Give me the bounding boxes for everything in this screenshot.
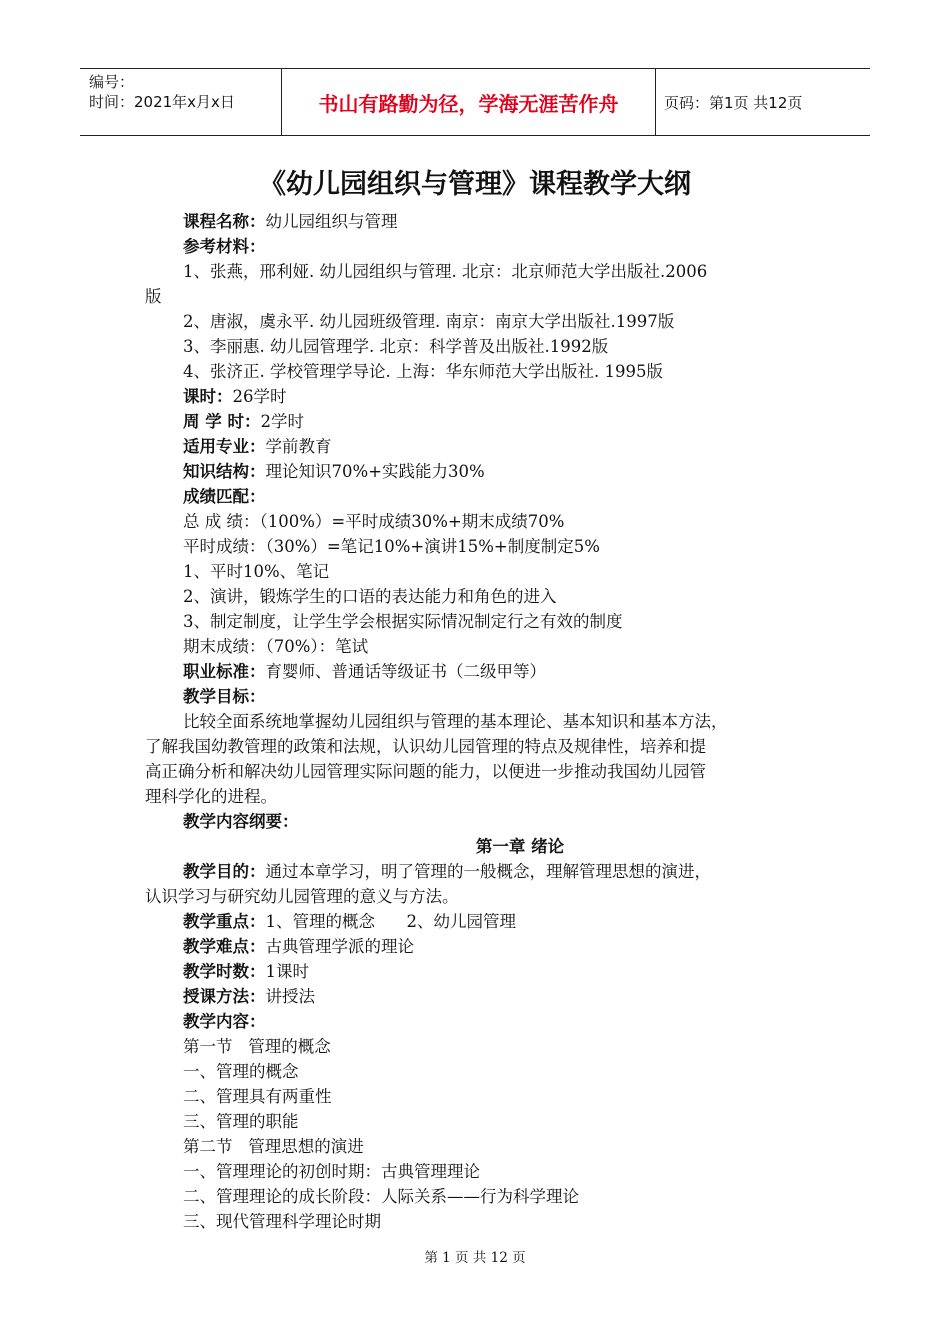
ch1-time: 教学时数：1课时 [183,962,309,981]
grading-heading: 成绩匹配： [183,487,266,506]
ch1-purpose-cont: 认识学习与研究幼儿园管理的意义与方法。 [145,887,459,906]
ch1-section-1-item-3: 三、管理的职能 [183,1112,299,1131]
ref-1-cont: 版 [145,287,162,306]
outline-heading: 教学内容纲要： [183,812,299,831]
goal-text-2: 了解我国幼教管理的政策和法规，认识幼儿园管理的特点及规律性，培养和提 [145,737,706,756]
ref-2: 2、唐淑，虞永平. 幼儿园班级管理. 南京：南京大学出版社.1997版 [183,312,675,331]
ch1-section-2-item-2: 二、管理理论的成长阶段：人际关系——行为科学理论 [183,1187,579,1206]
header-page: 页码：第1页 共12页 [664,93,803,112]
ch1-section-1-item-2: 二、管理具有两重性 [183,1087,332,1106]
chapter-1-heading: 第一章 绪论 [475,837,565,856]
ch1-section-2-item-1: 一、管理理论的初创时期：古典管理理论 [183,1162,480,1181]
goal-heading: 教学目标： [183,687,266,706]
ch1-key: 教学重点：1、管理的概念 2、幼儿园管理 [183,912,516,931]
structure-line: 知识结构：理论知识70%+实践能力30% [183,462,485,481]
ref-4: 4、张济正. 学校管理学导论. 上海：华东师范大学出版社. 1995版 [183,362,663,381]
document-title: 《幼儿园组织与管理》课程教学大纲 [259,169,691,200]
usual-item-2: 2、演讲，锻炼学生的口语的表达能力和角色的进入 [183,587,557,606]
document-body [145,209,805,1234]
ch1-difficult: 教学难点：古典管理学派的理论 [183,937,414,956]
ref-1: 1、张燕，邢利娅. 幼儿园组织与管理. 北京：北京师范大学出版社.2006 [183,262,708,281]
usual-grade: 平时成绩：（30%）=笔记10%+演讲15%+制度制定5% [183,537,600,556]
major-line: 适用专业：学前教育 [183,437,332,456]
usual-item-1: 1、平时10%、笔记 [183,562,330,581]
total-grade: 总 成 绩：（100%）=平时成绩30%+期末成绩70% [183,512,565,531]
ch1-content-heading: 教学内容： [183,1012,266,1031]
header-motto: 书山有路勤为径，学海无涯苦作舟 [282,69,656,135]
goal-text-4: 理科学化的进程。 [145,787,277,806]
header-number: 编号： [89,73,135,91]
header-meta [80,69,282,135]
goal-text-3: 高正确分析和解决幼儿园管理实际问题的能力，以便进一步推动我国幼儿园管 [145,762,706,781]
weekly-line: 周 学 时：2学时 [183,412,304,431]
ch1-section-1: 第一节 管理的概念 [183,1037,331,1056]
ch1-method: 授课方法：讲授法 [183,987,315,1006]
header-time: 时间：2021年x月x日 [89,93,235,111]
ch1-section-2-item-3: 三、现代管理科学理论时期 [183,1212,381,1231]
ch1-section-1-item-1: 一、管理的概念 [183,1062,299,1081]
page-footer: 第 1 页 共 12 页 [424,1250,526,1266]
standard-line: 职业标准：育婴师、普通话等级证书（二级甲等） [183,662,546,681]
ch1-purpose: 教学目的：通过本章学习，明了管理的一般概念，理解管理思想的演进， [183,862,711,881]
ch1-section-2: 第二节 管理思想的演进 [183,1137,364,1156]
refs-heading: 参考材料： [183,237,266,256]
goal-text-1: 比较全面系统地掌握幼儿园组织与管理的基本理论、基本知识和基本方法， [183,712,728,731]
usual-item-3: 3、制定制度，让学生学会根据实际情况制定行之有效的制度 [183,612,623,631]
final-grade: 期末成绩：（70%）：笔试 [183,637,369,656]
hours-line: 课时：26学时 [183,387,287,406]
course-name-line: 课程名称：幼儿园组织与管理 [183,212,398,231]
ref-3: 3、李丽惠. 幼儿园管理学. 北京：科学普及出版社.1992版 [183,337,609,356]
page-header [80,68,870,136]
